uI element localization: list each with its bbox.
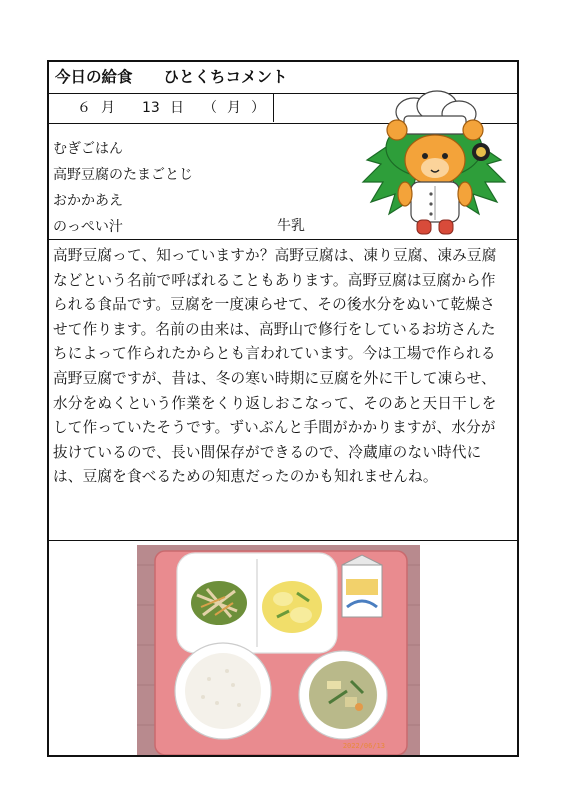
menu-item: むぎごはん [53, 141, 123, 157]
date-day: 13 [142, 100, 160, 116]
comment-line: 水分をぬくという作業をくり返しおこなって、そのあと天日干しを [53, 394, 497, 412]
comment-line: ちによって作られたからとも言われています。今は工場で作られる [53, 345, 496, 363]
menu-drink: 牛乳 [277, 218, 305, 234]
date-cell [49, 94, 274, 122]
comment-body [53, 244, 515, 490]
date-weekday-close: ） [251, 100, 265, 116]
date-day-unit: 日 [170, 100, 184, 116]
date-month-unit: 月 [101, 100, 115, 116]
sheet-title: 今日の給食 ひとくちコメント [49, 62, 517, 94]
date-weekday: 月 [227, 100, 241, 116]
comment-line: 高野豆腐ですが、昔は、冬の寒い時期に豆腐を外に干して凍らせ、 [53, 369, 496, 387]
menu-item: のっぺい汁 [53, 219, 123, 235]
photo-date-stamp: 2022/06/13 [342, 742, 385, 750]
comment-line: などという名前で呼ばれることもあります。高野豆腐は豆腐から作 [53, 271, 496, 289]
lunch-sheet [47, 60, 519, 757]
date-weekday-open: （ [203, 100, 217, 116]
comment-line: 高野豆腐って、知っていますか？高野豆腐は、凍り豆腐、凍み豆腐 [53, 247, 497, 264]
comment-line: られる食品です。豆腐を一度凍らせて、その後水分をぬいて乾燥さ [53, 296, 495, 314]
photo-divider [49, 540, 517, 541]
comment-line: は、豆腐を食べるための知恵だったのかも知れませんね。 [53, 468, 438, 486]
comment-line: 抜けているので、長い間保存ができるので、冷蔵庫のない時代に [53, 443, 482, 461]
menu-item: 高野豆腐のたまごとじ [53, 167, 193, 183]
menu-divider [49, 239, 517, 240]
mascot-illustration [359, 90, 509, 240]
menu-item: おかかあえ [53, 193, 123, 209]
lunch-photo [137, 545, 420, 755]
date-month: ６ [77, 100, 91, 116]
comment-line: せて作ります。名前の由来は、高野山で修行をしているお坊さんた [53, 320, 496, 338]
comment-line: して作っていたそうです。ずいぶんと手間がかかりますが、水分が [53, 419, 496, 437]
